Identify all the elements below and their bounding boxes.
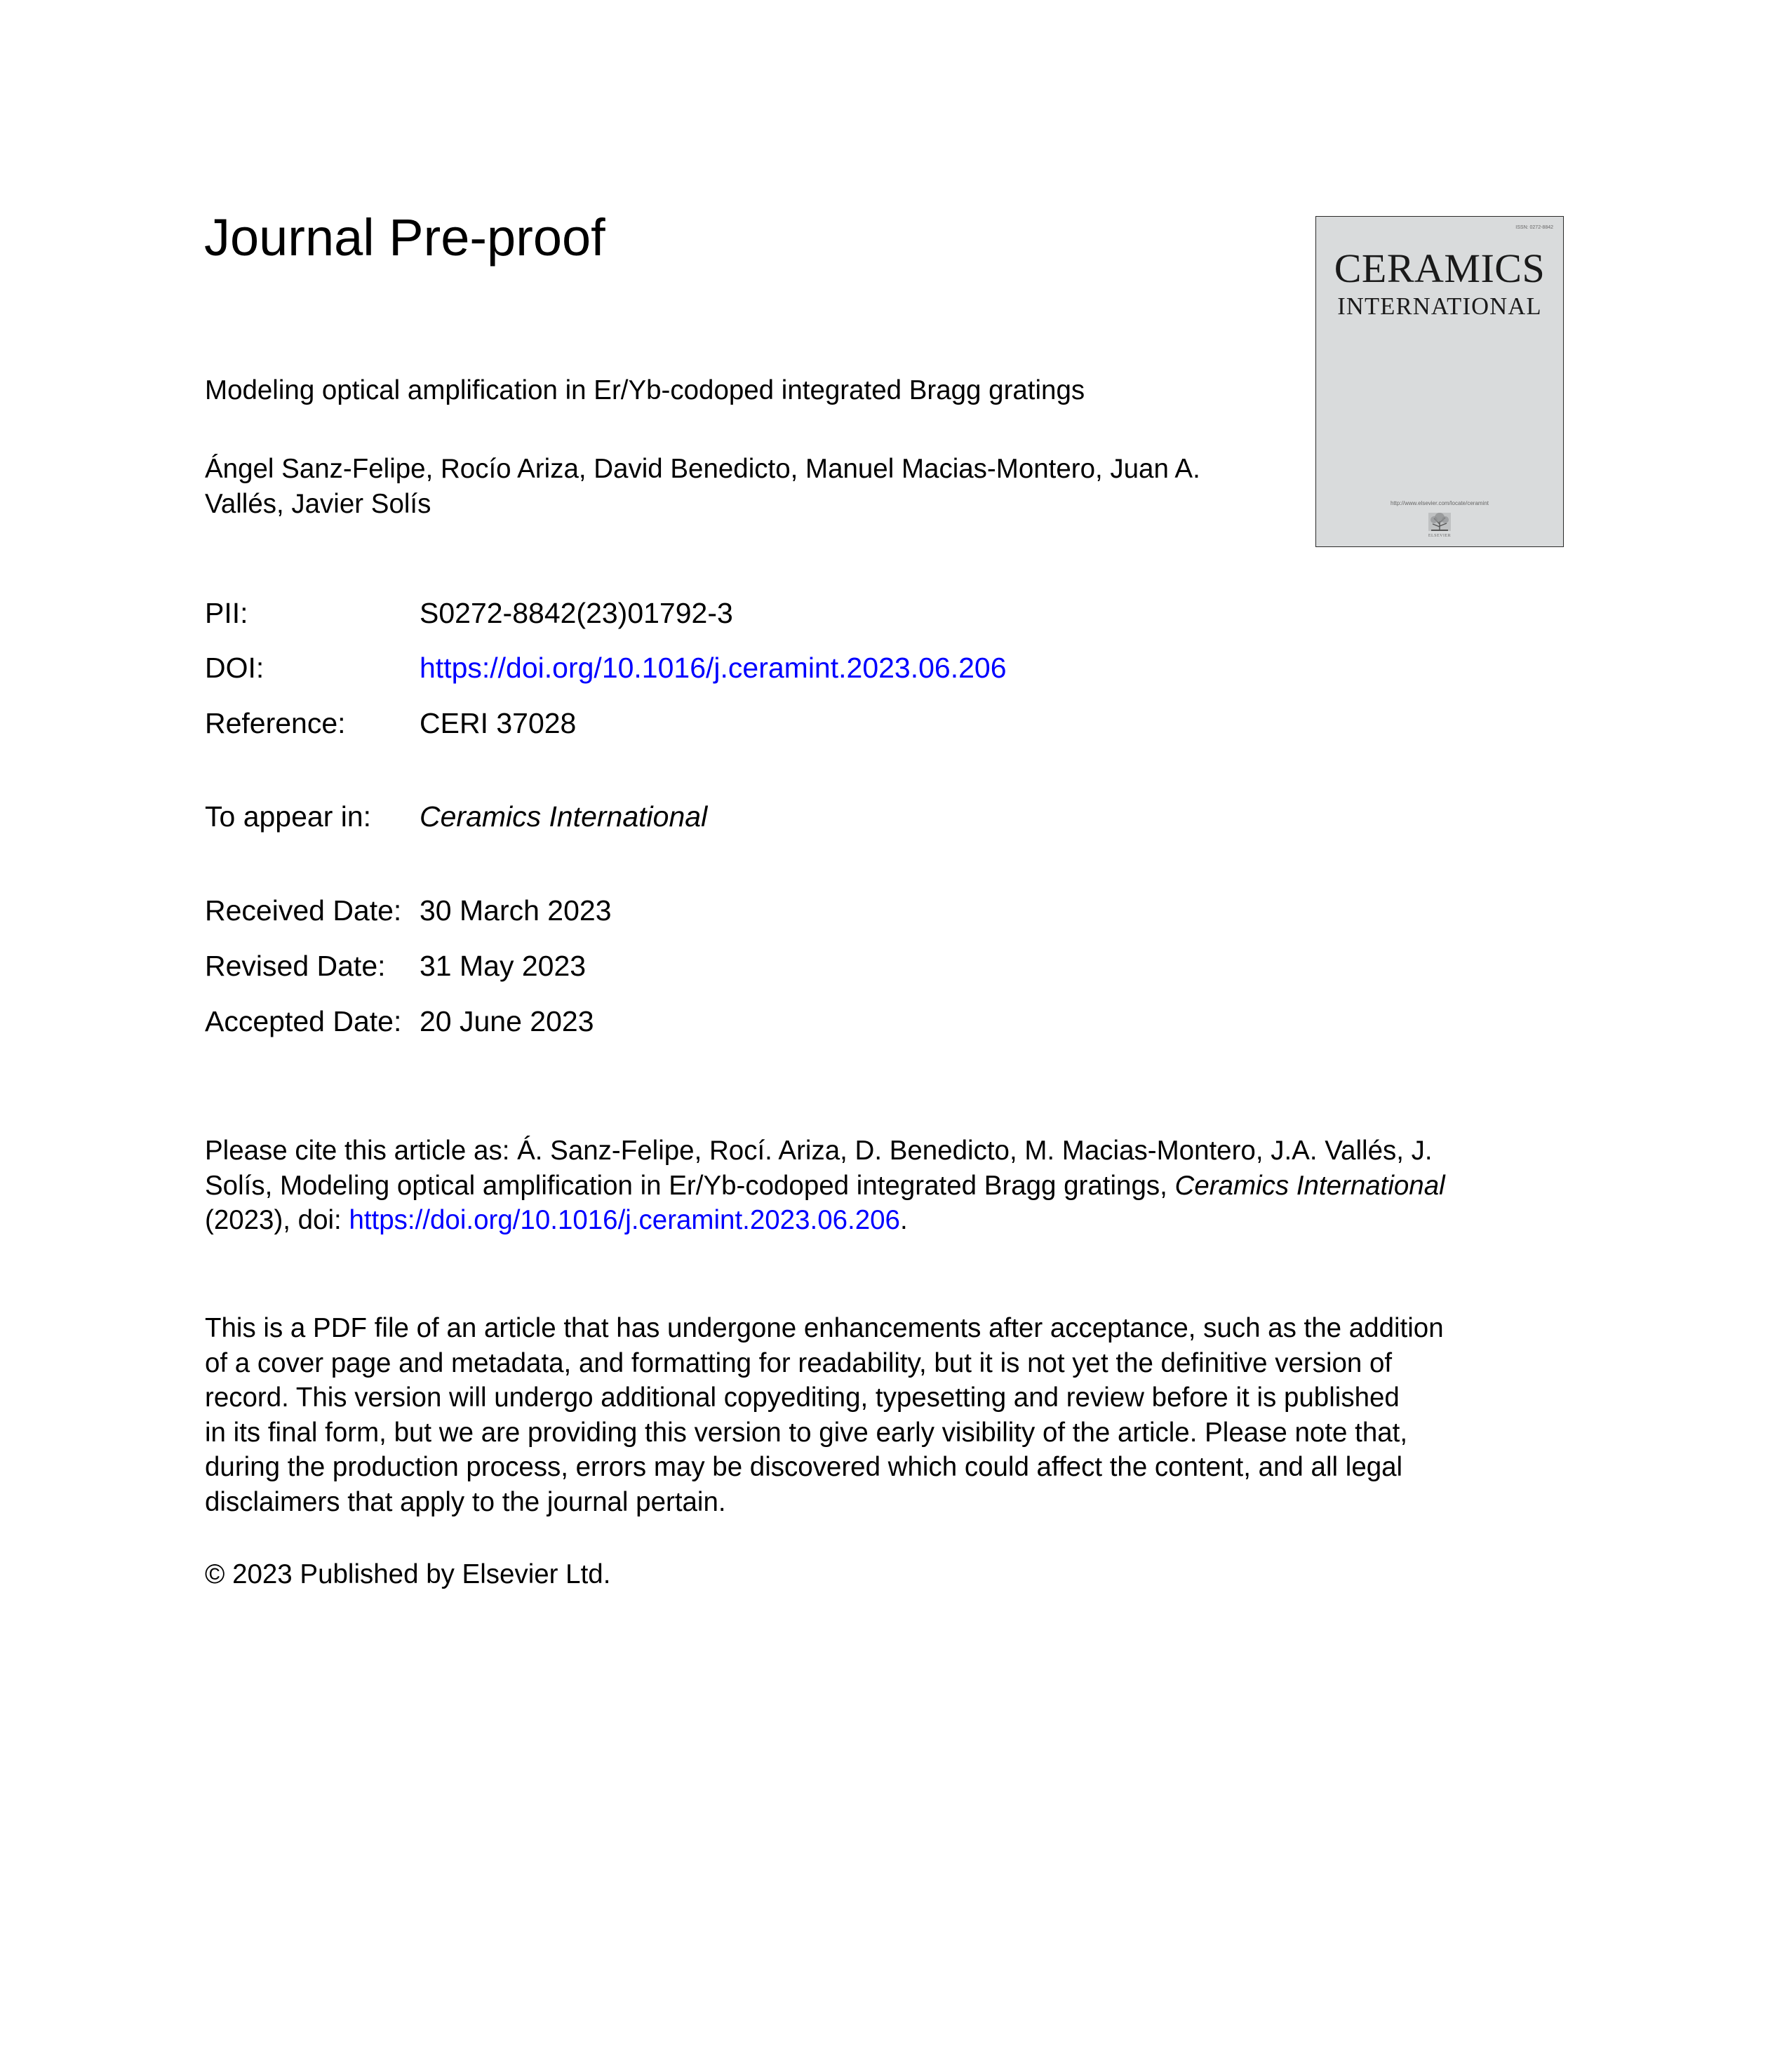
revised-date-value: 31 May 2023 [420, 950, 587, 982]
citation-text: (2023), doi: [205, 1205, 349, 1236]
cover-url: http://www.elsevier.com/locate/ceramint [1390, 500, 1489, 506]
copyright-text: © 2023 Published by Elsevier Ltd. [205, 1559, 611, 1589]
cover-journal-subtitle: INTERNATIONAL [1337, 293, 1542, 320]
cover-image [1315, 216, 1564, 547]
journal-name: Ceramics International [420, 800, 708, 833]
pii-value: S0272-8842(23)01792-3 [420, 597, 733, 629]
doi-label: DOI: [205, 652, 264, 684]
citation-journal: Ceramics International [1174, 1170, 1445, 1201]
disclaimer-line: disclaimers that apply to the journal pertain. [205, 1486, 726, 1517]
citation-line: Please cite this article as: Á. Sanz-Felipe, Rocí. Ariza, D. Benedicto, M. Macias-Montero, J.A. Vallés, J. [205, 1136, 1433, 1166]
cover-issn: ISSN: 0272-8842 [1515, 225, 1553, 230]
author-line: Ángel Sanz-Felipe, Rocío Ariza, David Benedicto, Manuel Macias-Montero, Juan A. [205, 454, 1200, 484]
author-line: Vallés, Javier Solís [205, 489, 431, 519]
doi-link[interactable]: https://doi.org/10.1016/j.ceramint.2023.06.206 [420, 652, 1007, 684]
citation-paragraph [205, 1133, 1445, 1238]
journal-preproof-title: Journal Pre-proof [204, 208, 605, 267]
disclaimer-line: This is a PDF file of an article that has undergone enhancements after acceptance, such as the addition [205, 1313, 1444, 1343]
citation-doi-link[interactable]: https://doi.org/10.1016/j.ceramint.2023.06.206 [349, 1205, 900, 1236]
disclaimer-paragraph [205, 1311, 1444, 1520]
citation-line [205, 1203, 1445, 1238]
pii-label: PII: [205, 597, 248, 629]
to-appear-in-label: To appear in: [205, 800, 372, 833]
revised-date-label: Revised Date: [205, 950, 386, 982]
disclaimer-line: of a cover page and metadata, and formatting for readability, but it is not yet the definitive version of [205, 1347, 1393, 1378]
cover-publisher: ELSEVIER [1428, 534, 1452, 538]
accepted-date-value: 20 June 2023 [420, 1005, 594, 1037]
received-date-label: Received Date: [205, 894, 402, 927]
disclaimer-line: in its final form, but we are providing this version to give early visibility of the article. Please note that, [205, 1417, 1408, 1448]
author-list [205, 452, 1200, 522]
elsevier-tree-logo-icon [1427, 511, 1452, 532]
disclaimer-line: during the production process, errors may be discovered which could affect the content, and all legal [205, 1452, 1403, 1483]
citation-line [205, 1169, 1445, 1204]
disclaimer-line: record. This version will undergo additional copyediting, typesetting and review before it is published [205, 1383, 1400, 1413]
citation-text: Solís, Modeling optical amplification in Er/Yb-codoped integrated Bragg gratings, [205, 1170, 1175, 1201]
received-date-value: 30 March 2023 [420, 894, 612, 927]
article-title: Modeling optical amplification in Er/Yb-codoped integrated Bragg gratings [205, 375, 1085, 405]
reference-value: CERI 37028 [420, 707, 577, 739]
citation-text: . [899, 1205, 908, 1236]
copyright-notice [205, 1557, 610, 1592]
cover-journal-name: CERAMICS [1334, 245, 1546, 291]
accepted-date-label: Accepted Date: [205, 1005, 402, 1037]
reference-label: Reference: [205, 707, 346, 739]
